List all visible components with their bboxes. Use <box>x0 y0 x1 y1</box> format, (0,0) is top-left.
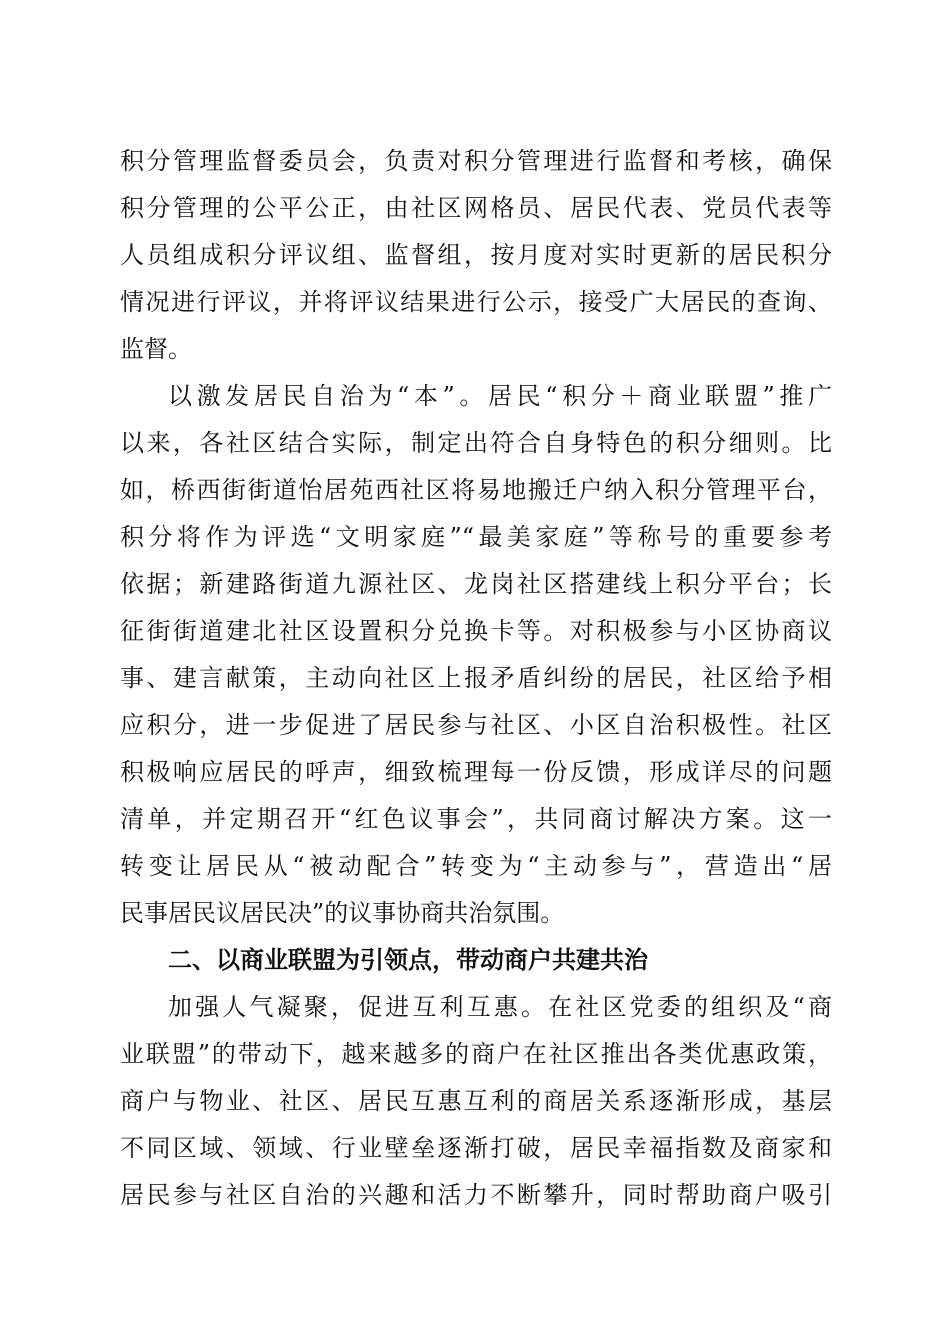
paragraph-line: 居民参与社区自治的兴趣和活力不断攀升，同时帮助商户吸引 <box>120 1181 832 1209</box>
paragraph-line: 积极响应居民的呼声，细致梳理每一份反馈，形成详尽的问题 <box>120 758 832 786</box>
paragraph-line: 以来，各社区结合实际，制定出符合自身特色的积分细则。比 <box>120 429 832 457</box>
paragraph-line: 积分管理监督委员会，负责对积分管理进行监督和考核，确保 <box>120 147 832 175</box>
paragraph-line: 转变让居民从“被动配合”转变为“主动参与”，营造出“居 <box>120 852 832 880</box>
paragraph-line: 积分将作为评选“文明家庭”“最美家庭”等称号的重要参考 <box>120 523 832 551</box>
paragraph-line: 应积分，进一步促进了居民参与社区、小区自治积极性。社区 <box>120 711 832 739</box>
paragraph-line: 征街街道建北社区设置积分兑换卡等。对积极参与小区协商议 <box>120 617 832 645</box>
paragraph-line: 业联盟”的带动下，越来越多的商户在社区推出各类优惠政策， <box>120 1040 832 1068</box>
paragraph-line: 清单，并定期召开“红色议事会”，共同商讨解决方案。这一 <box>120 805 832 833</box>
paragraph-first-line: 加强人气凝聚，促进互利互惠。在社区党委的组织及“商 <box>168 993 832 1021</box>
paragraph-line: 监督。 <box>120 335 192 363</box>
paragraph-line: 民事居民议居民决”的议事协商共治氛围。 <box>120 899 565 927</box>
section-heading: 二、以商业联盟为引领点，带动商户共建共治 <box>168 946 648 974</box>
paragraph-line: 人员组成积分评议组、监督组，按月度对实时更新的居民积分 <box>120 241 832 269</box>
paragraph-line: 积分管理的公平公正，由社区网格员、居民代表、党员代表等 <box>120 194 832 222</box>
paragraph-first-line: 以激发居民自治为“本”。居民“积分＋商业联盟”推广 <box>168 382 832 410</box>
paragraph-line: 依据；新建路街道九源社区、龙岗社区搭建线上积分平台；长 <box>120 570 832 598</box>
paragraph-line: 如，桥西街街道怡居苑西社区将易地搬迁户纳入积分管理平台， <box>120 476 832 504</box>
paragraph-line: 情况进行评议，并将评议结果进行公示，接受广大居民的查询、 <box>120 288 832 316</box>
paragraph-line: 事、建言献策，主动向社区上报矛盾纠纷的居民，社区给予相 <box>120 664 832 692</box>
paragraph-line: 商户与物业、社区、居民互惠互利的商居关系逐渐形成，基层 <box>120 1087 832 1115</box>
paragraph-line: 不同区域、领域、行业壁垒逐渐打破，居民幸福指数及商家和 <box>120 1134 832 1162</box>
